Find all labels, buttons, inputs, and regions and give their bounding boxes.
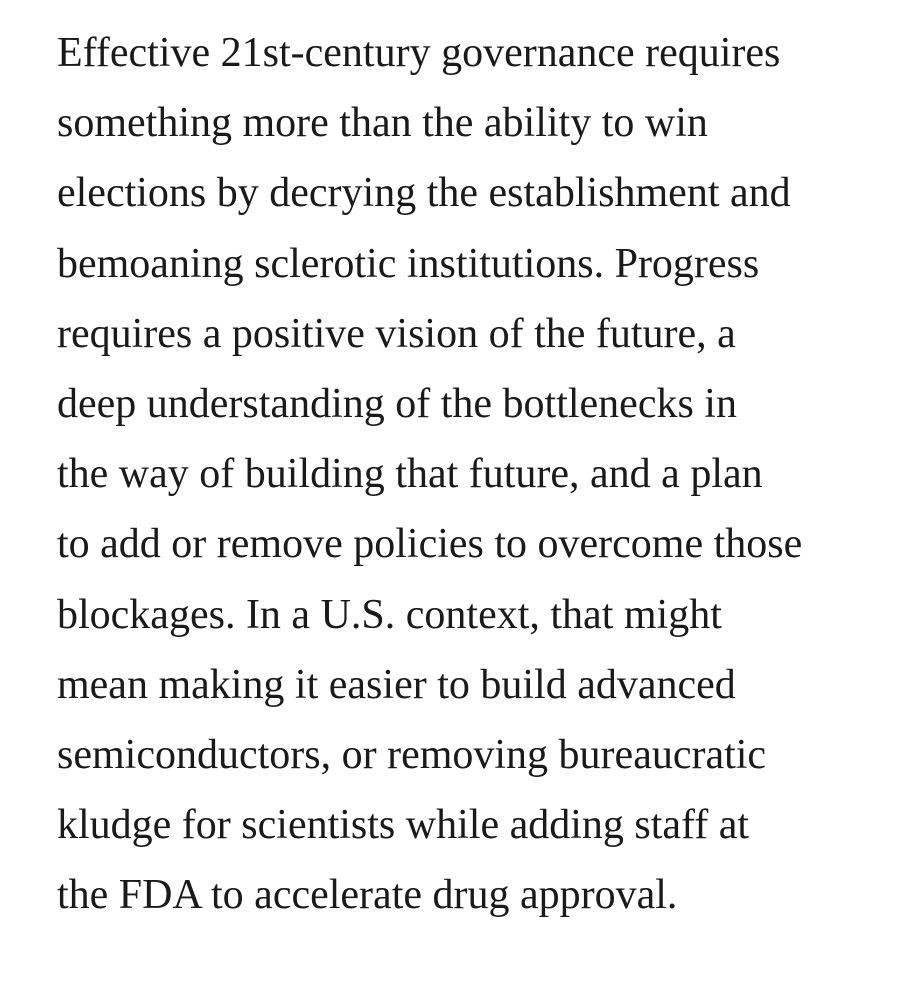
paragraph-line: kludge for scientists while adding staff at bbox=[57, 802, 750, 849]
paragraph-line: bemoaning sclerotic institutions. Progress bbox=[57, 240, 760, 287]
paragraph-line: elections by decrying the establishment and bbox=[57, 170, 791, 217]
paragraph-line: the FDA to accelerate drug approval. bbox=[57, 872, 678, 919]
paragraph-line: blockages. In a U.S. context, that might bbox=[57, 591, 722, 638]
paragraph-line: mean making it easier to build advanced bbox=[57, 661, 736, 708]
article-paragraph bbox=[57, 18, 877, 931]
paragraph-line: semiconductors, or removing bureaucratic bbox=[57, 732, 767, 779]
paragraph-line: something more than the ability to win bbox=[57, 100, 708, 147]
paragraph-line: requires a positive vision of the future, a bbox=[57, 310, 736, 357]
paragraph-line: to add or remove policies to overcome those bbox=[57, 521, 803, 568]
paragraph-line: the way of building that future, and a plan bbox=[57, 451, 763, 498]
paragraph-line: deep understanding of the bottlenecks in bbox=[57, 381, 737, 428]
paragraph-line: Effective 21st-century governance requires bbox=[57, 30, 781, 76]
